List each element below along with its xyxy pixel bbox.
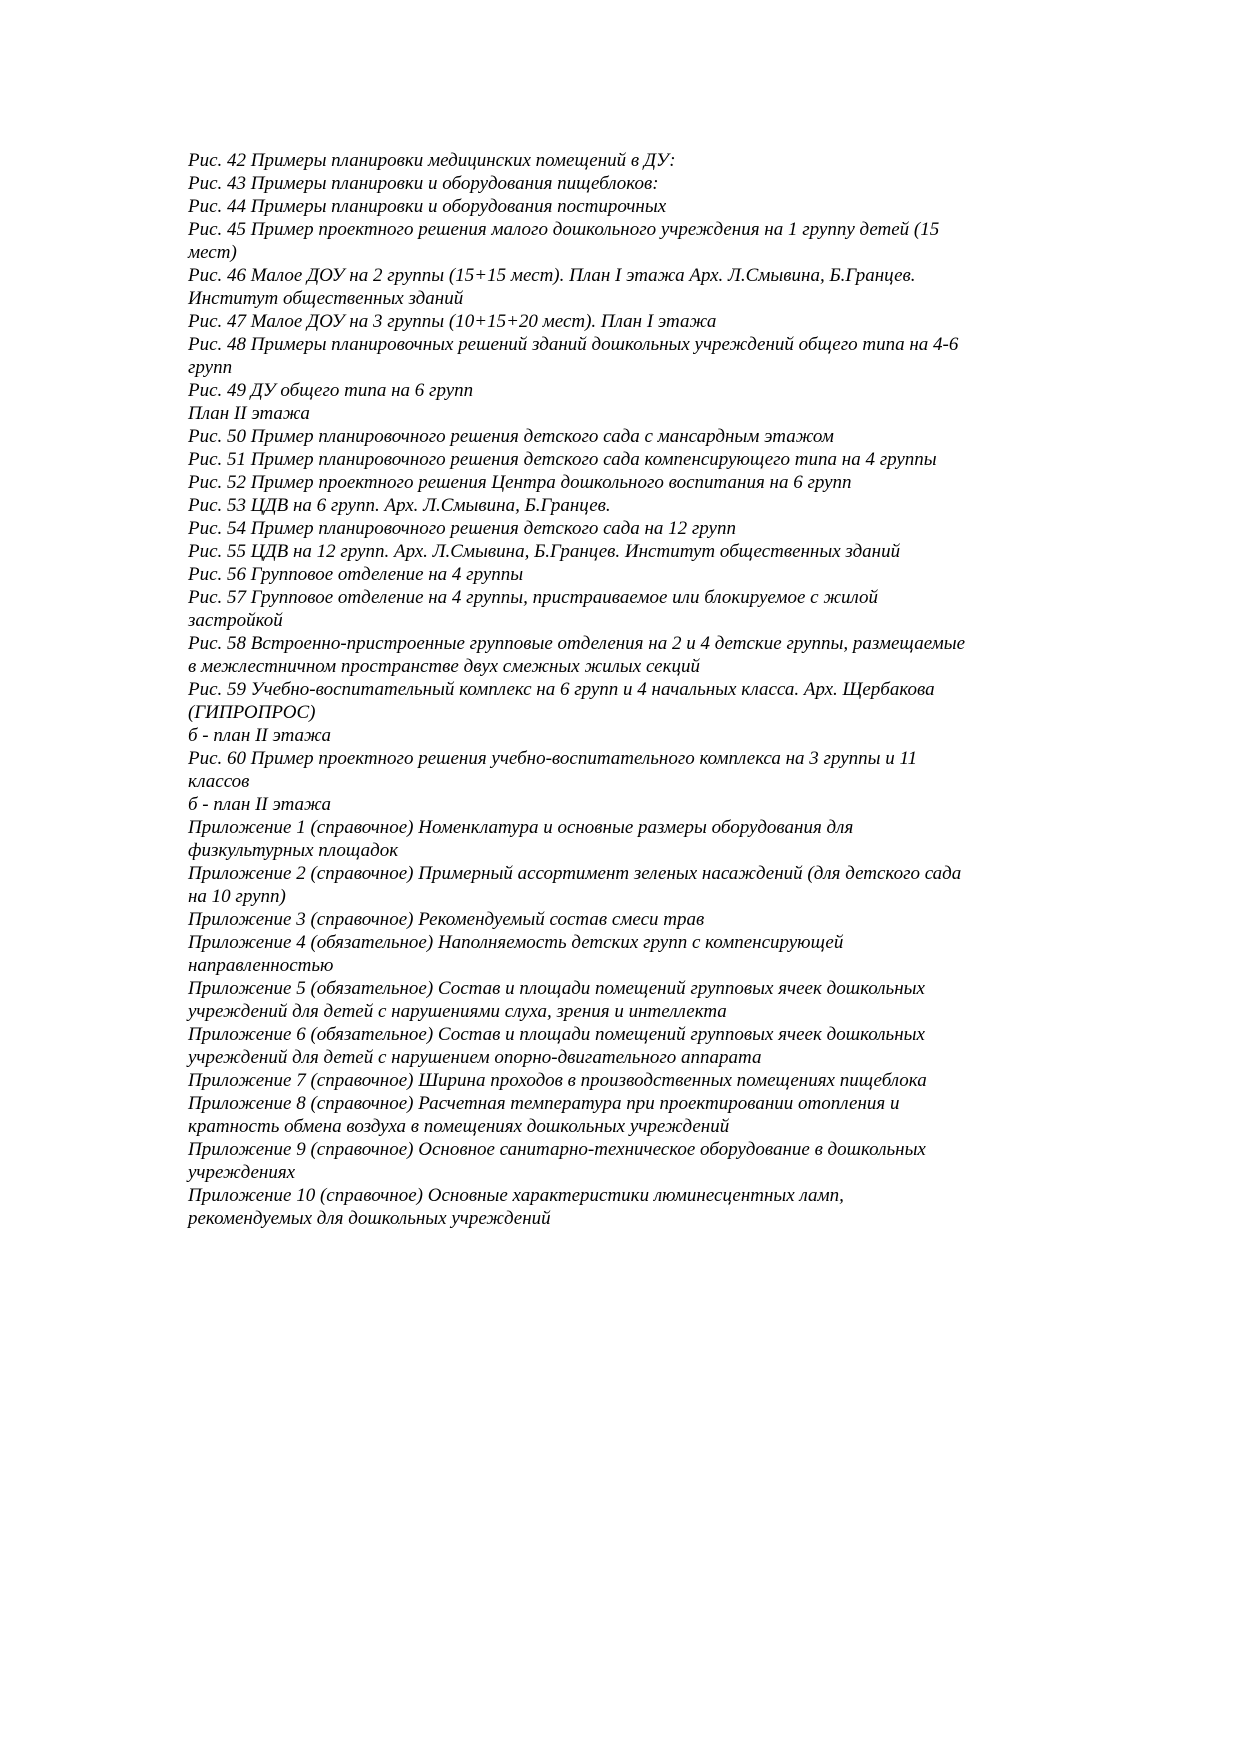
list-line: кратность обмена воздуха в помещениях дошкольных учреждений xyxy=(188,1116,730,1137)
list-line: Рис. 60 Пример проектного решения учебно-воспитательного комплекса на 3 группы и 11 xyxy=(188,748,918,769)
list-line: Рис. 55 ЦДВ на 12 групп. Арх. Л.Смывина, Б.Гранцев. Институт общественных зданий xyxy=(188,541,901,562)
list-line: Рис. 45 Пример проектного решения малого дошкольного учреждения на 1 группу детей (15 xyxy=(188,219,940,240)
list-line: Приложение 3 (справочное) Рекомендуемый состав смеси трав xyxy=(188,909,705,930)
list-line: Приложение 1 (справочное) Номенклатура и основные размеры оборудования для xyxy=(188,817,854,838)
list-line: (ГИПРОПРОС) xyxy=(188,702,316,723)
list-line: Рис. 59 Учебно-воспитательный комплекс на 6 групп и 4 начальных класса. Арх. Щербакова xyxy=(188,679,935,700)
list-line: групп xyxy=(188,357,233,378)
list-line: Рис. 52 Пример проектного решения Центра дошкольного воспитания на 6 групп xyxy=(188,472,852,493)
list-line: б - план II этажа xyxy=(188,725,331,746)
list-line: План II этажа xyxy=(188,403,310,424)
list-line: Рис. 50 Пример планировочного решения детского сада с мансардным этажом xyxy=(188,426,834,447)
list-line: Рис. 57 Групповое отделение на 4 группы, пристраиваемое или блокируемое с жилой xyxy=(188,587,879,608)
list-line: Приложение 10 (справочное) Основные характеристики люминесцентных ламп, xyxy=(188,1185,844,1206)
list-line: б - план II этажа xyxy=(188,794,331,815)
list-line: Приложение 7 (справочное) Ширина проходов в производственных помещениях пищеблока xyxy=(188,1070,927,1091)
list-line: Рис. 48 Примеры планировочных решений зданий дошкольных учреждений общего типа на 4-6 xyxy=(188,334,959,355)
list-line: Рис. 56 Групповое отделение на 4 группы xyxy=(188,564,524,585)
list-line: Рис. 53 ЦДВ на 6 групп. Арх. Л.Смывина, Б.Гранцев. xyxy=(188,495,611,516)
list-line: Приложение 9 (справочное) Основное санитарно-техническое оборудование в дошкольных xyxy=(188,1139,926,1160)
list-line: Приложение 8 (справочное) Расчетная температура при проектировании отопления и xyxy=(188,1093,900,1114)
list-line: Рис. 43 Примеры планировки и оборудования пищеблоков: xyxy=(188,173,659,194)
list-line: Приложение 2 (справочное) Примерный ассортимент зеленых насаждений (для детского сада xyxy=(188,863,962,884)
list-line: классов xyxy=(188,771,250,792)
list-line: учреждений для детей с нарушениями слуха, зрения и интеллекта xyxy=(188,1001,727,1022)
list-line: учреждений для детей с нарушением опорно-двигательного аппарата xyxy=(188,1047,762,1068)
list-line: Рис. 54 Пример планировочного решения детского сада на 12 групп xyxy=(188,518,736,539)
list-line: мест) xyxy=(188,242,237,263)
list-line: рекомендуемых для дошкольных учреждений xyxy=(188,1208,551,1229)
list-line: Рис. 51 Пример планировочного решения детского сада компенсирующего типа на 4 группы xyxy=(188,449,937,470)
list-line: в межлестничном пространстве двух смежных жилых секций xyxy=(188,656,700,677)
list-line: Рис. 46 Малое ДОУ на 2 группы (15+15 мест). План I этажа Арх. Л.Смывина, Б.Гранцев. xyxy=(188,265,916,286)
list-line: Рис. 42 Примеры планировки медицинских помещений в ДУ: xyxy=(188,150,676,171)
list-line: Институт общественных зданий xyxy=(188,288,464,309)
list-line: Рис. 58 Встроенно-пристроенные групповые отделения на 2 и 4 детские группы, размещаемые xyxy=(188,633,966,654)
list-line: учреждениях xyxy=(188,1162,296,1183)
list-line: физкультурных площадок xyxy=(188,840,399,861)
list-line: Приложение 6 (обязательное) Состав и площади помещений групповых ячеек дошкольных xyxy=(188,1024,925,1045)
list-line: Рис. 47 Малое ДОУ на 3 группы (10+15+20 мест). План I этажа xyxy=(188,311,717,332)
list-line: Рис. 44 Примеры планировки и оборудования постирочных xyxy=(188,196,667,217)
figure-and-appendix-list xyxy=(188,149,1068,1230)
list-line: направленностью xyxy=(188,955,334,976)
list-line: Рис. 49 ДУ общего типа на 6 групп xyxy=(188,380,474,401)
list-line: на 10 групп) xyxy=(188,886,286,907)
list-line: Приложение 4 (обязательное) Наполняемость детских групп с компенсирующей xyxy=(188,932,844,953)
list-line: застройкой xyxy=(188,610,283,631)
list-line: Приложение 5 (обязательное) Состав и площади помещений групповых ячеек дошкольных xyxy=(188,978,925,999)
